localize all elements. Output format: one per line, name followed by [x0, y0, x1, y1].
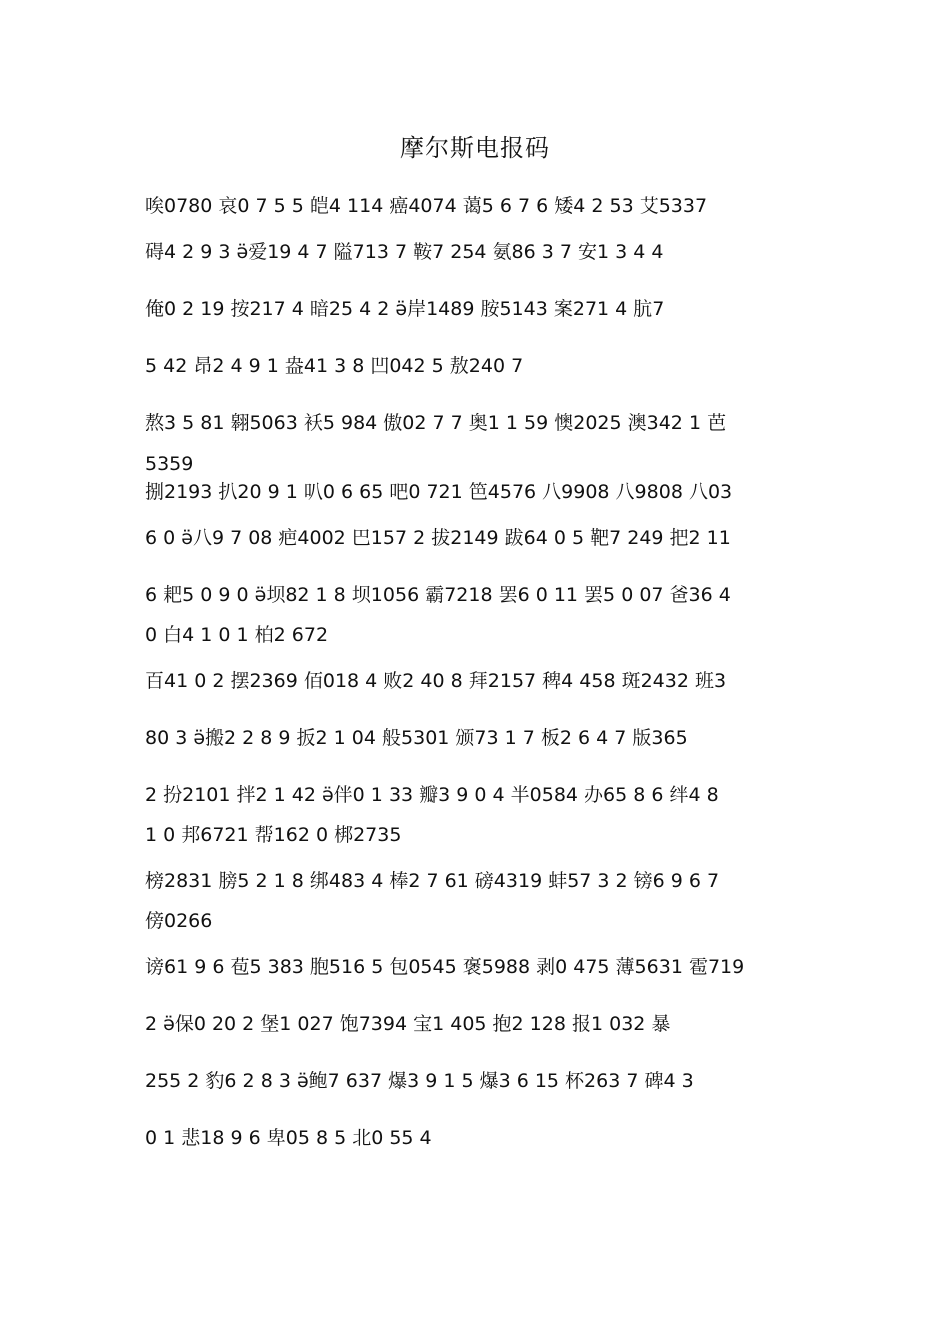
code-line: 0 1 悲18 9 6 卑05 8 5 北0 55 4: [145, 1127, 432, 1149]
code-line: 1 0 邦6721 帮162 0 梆2735: [145, 824, 402, 846]
code-line: 唉0780 哀0 7 5 5 皑4 114 癌4074 蔼5 6 7 6 矮4 2 53 艾5337: [145, 195, 708, 217]
code-line: 80 3 ӛ搬2 2 8 9 扳2 1 04 般5301 颁73 1 7 板2 6 4 7 版365: [145, 727, 688, 749]
code-line: 捌2193 扒20 9 1 叭0 6 65 吧0 721 笆4576 八9908 八9808 八03: [145, 481, 733, 503]
code-line: 255 2 豹6 2 8 3 ӛ鲍7 637 爆3 9 1 5 爆3 6 15 杯263 7 碑4 3: [145, 1070, 694, 1092]
code-line: 榜2831 膀5 2 1 8 绑483 4 棒2 7 61 磅4319 蚌57 3 2 镑6 9 6 7: [145, 870, 720, 892]
code-line: 百41 0 2 摆2369 佰018 4 败2 40 8 拜2157 稗4 458 斑2432 班3: [145, 670, 727, 692]
code-line: 傍0266: [145, 910, 213, 932]
code-line: 2 ӛ保0 20 2 堡1 027 饱7394 宝1 405 抱2 128 报1 032 暴: [145, 1013, 671, 1035]
code-line: 5 42 昂2 4 9 1 盎41 3 8 凹042 5 敖240 7: [145, 355, 524, 377]
code-line: 5359: [145, 453, 194, 475]
code-line: 熬3 5 81 翱5063 袄5 984 傲02 7 7 奥1 1 59 懊2025 澳342 1 芭: [145, 412, 727, 434]
code-line: 谤61 9 6 苞5 383 胞516 5 包0545 褒5988 剥0 475 薄5631 雹719: [145, 956, 745, 978]
code-line: 6 0 ӛ八9 7 08 疤4002 巴157 2 拔2149 跋64 0 5 靶7 249 把2 11: [145, 527, 731, 549]
code-line: 2 扮2101 拌2 1 42 ӛ伴0 1 33 瓣3 9 0 4 半0584 办65 8 6 绊4 8: [145, 784, 719, 806]
code-line: 0 白4 1 0 1 柏2 672: [145, 624, 329, 646]
document-title: 摩尔斯电报码: [400, 134, 550, 162]
code-line: 俺0 2 19 按217 4 暗25 4 2 ӛ岸1489 胺5143 案271 4 肮7: [145, 298, 665, 320]
code-line: 6 耙5 0 9 0 ӛ坝82 1 8 坝1056 霸7218 罢6 0 11 罢5 0 07 爸36 4: [145, 584, 731, 606]
code-line: 碍4 2 9 3 ӛ爱19 4 7 隘713 7 鞍7 254 氨86 3 7 安1 3 4 4: [145, 241, 664, 263]
